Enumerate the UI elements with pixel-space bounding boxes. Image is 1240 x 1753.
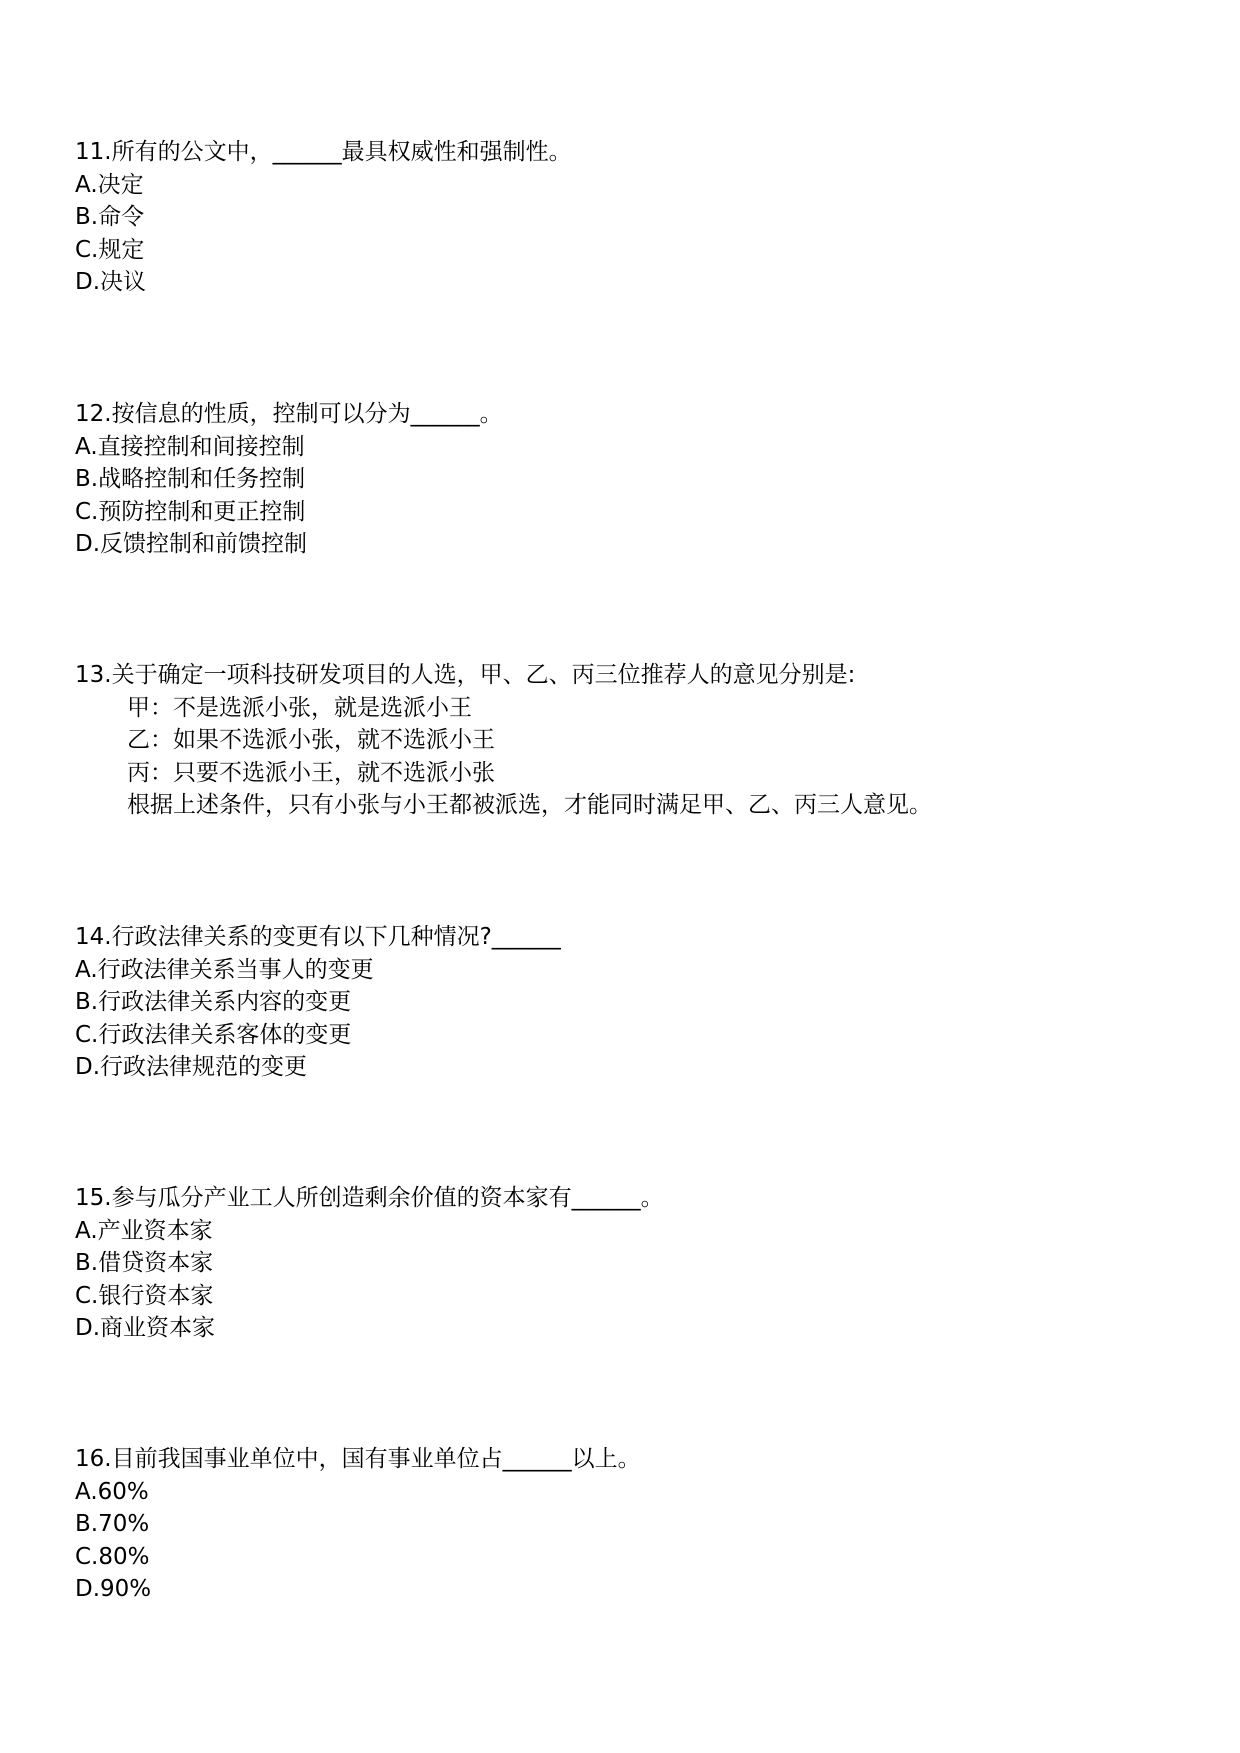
statement-jia: 甲：不是选派小张，就是选派小王	[127, 694, 472, 721]
option-c: C.行政法律关系客体的变更	[75, 1021, 352, 1048]
question-14	[75, 921, 1175, 1084]
option-d: D.商业资本家	[75, 1315, 216, 1341]
option-b: B.借贷资本家	[75, 1250, 214, 1276]
option-d: D.反馈控制和前馈控制	[75, 531, 308, 557]
question-16	[75, 1443, 1175, 1606]
option-c: C.预防控制和更正控制	[75, 498, 306, 525]
option-a: A.决定	[75, 171, 144, 198]
question-12	[75, 398, 1175, 561]
question-stem: 11.所有的公文中，______最具权威性和强制性。	[75, 139, 572, 165]
option-c: C.规定	[75, 236, 145, 263]
question-13	[75, 659, 1175, 822]
question-11	[75, 136, 1175, 299]
statement-yi: 乙：如果不选派小张，就不选派小王	[127, 727, 495, 753]
option-a: A.行政法律关系当事人的变更	[75, 956, 374, 983]
option-d: D.决议	[75, 269, 147, 295]
conclusion: 根据上述条件，只有小张与小王都被派选，才能同时满足甲、乙、丙三人意见。	[127, 792, 932, 818]
option-c: C.80%	[75, 1543, 150, 1570]
question-stem: 14.行政法律关系的变更有以下几种情况?______	[75, 924, 561, 950]
question-stem: 15.参与瓜分产业工人所创造剩余价值的资本家有______。	[75, 1185, 664, 1211]
option-b: B.70%	[75, 1511, 150, 1537]
option-a: A.60%	[75, 1478, 149, 1505]
question-15	[75, 1182, 1175, 1345]
question-stem: 12.按信息的性质，控制可以分为______。	[75, 401, 503, 427]
option-a: A.直接控制和间接控制	[75, 433, 305, 460]
option-d: D.行政法律规范的变更	[75, 1054, 308, 1080]
question-stem: 13.关于确定一项科技研发项目的人选，甲、乙、丙三位推荐人的意见分别是:	[75, 662, 856, 688]
statement-bing: 丙：只要不选派小王，就不选派小张	[127, 759, 495, 786]
option-b: B.命令	[75, 204, 145, 230]
option-c: C.银行资本家	[75, 1282, 214, 1309]
option-d: D.90%	[75, 1576, 152, 1602]
option-b: B.战略控制和任务控制	[75, 466, 306, 492]
option-a: A.产业资本家	[75, 1217, 213, 1244]
question-stem: 16.目前我国事业单位中，国有事业单位占______以上。	[75, 1446, 641, 1472]
option-b: B.行政法律关系内容的变更	[75, 989, 352, 1015]
